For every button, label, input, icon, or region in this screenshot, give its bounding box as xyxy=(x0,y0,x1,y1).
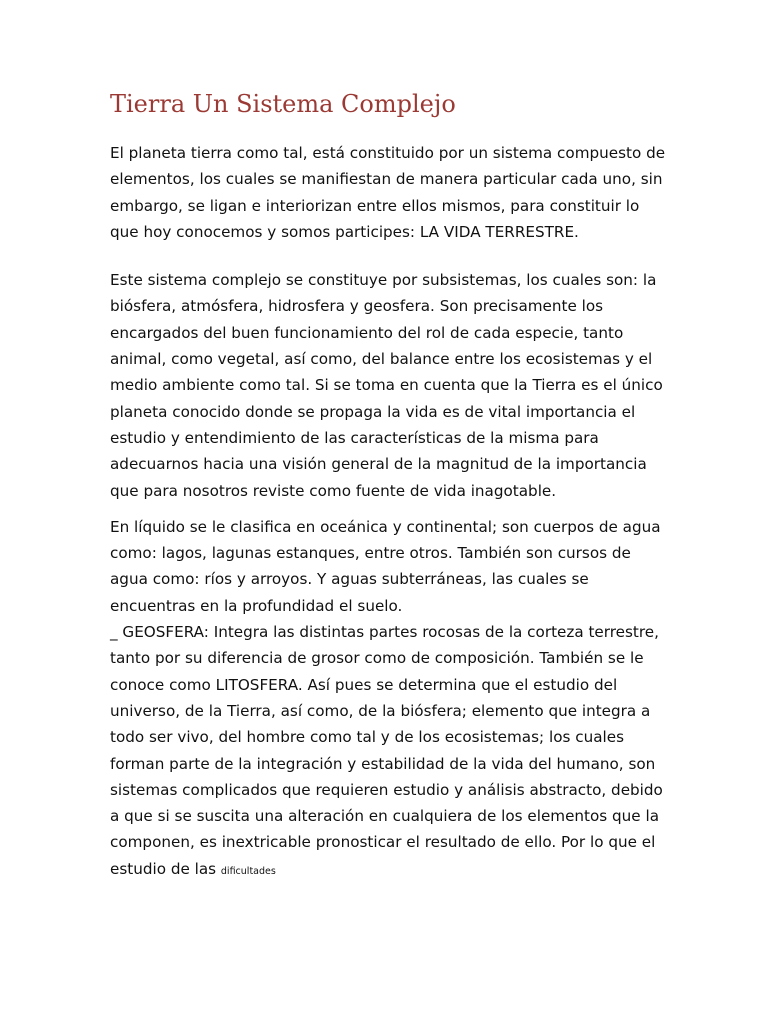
paragraph-geosphere xyxy=(110,619,670,885)
paragraph-geosphere-text: _ GEOSFERA: Integra las distintas partes rocosas de la corteza terrestre, tanto por su diferencia de grosor como de composición. También se le conoce como LITOSFERA. Así pues se determina que el estudio del universo, de la Tierra, así como, de la biósfera; elemento que integra a todo ser vivo, del hombre como tal y de los ecosistemas; los cuales forman parte de la integración y estabilidad de la vida del humano, son sistemas complicados que requieren estudio y análisis abstracto, debido a que si se suscita una alteración en cualquiera de los elementos que la componen, es inextricable pronosticar el resultado de ello. Por lo que el estudio de las xyxy=(110,623,663,878)
paragraph-hydrosphere: En líquido se le clasifica en oceánica y continental; son cuerpos de agua como: lagos, lagunas estanques, entre otros. También son cursos de agua como: ríos y arroyos. Y aguas subterráneas, las cuales se encuentras en la profundidad el suelo. xyxy=(110,517,661,615)
document-page xyxy=(110,86,670,885)
paragraph-intro: El planeta tierra como tal, está constituido por un sistema compuesto de elementos, los cuales se manifiestan de manera particular cada uno, sin embargo, se ligan e interiorizan entre ellos mismos, para constituir lo que hoy conocemos y somos participes: LA VIDA TERRESTRE. xyxy=(110,144,666,241)
document-title: Tierra Un Sistema Complejo xyxy=(110,90,456,118)
paragraph-subsystems: Este sistema complejo se constituye por subsistemas, los cuales son: la biósfera, atmósfera, hidrosfera y geosfera. Son precisamente los encargados del buen funcionamiento del rol de cada especie, tanto animal, como vegetal, así como, del balance entre los ecosistemas y el medio ambiente como tal. Si se toma en cuenta que la Tierra es el único planeta conocido donde se propaga la vida es de vital importancia el estudio y entendimiento de las características de la misma para adecuarnos hacia una visión general de la magnitud de la importancia que para nosotros reviste como fuente de vida inagotable. xyxy=(110,271,663,500)
paragraph-geosphere-small-word: dificultades xyxy=(220,865,276,877)
